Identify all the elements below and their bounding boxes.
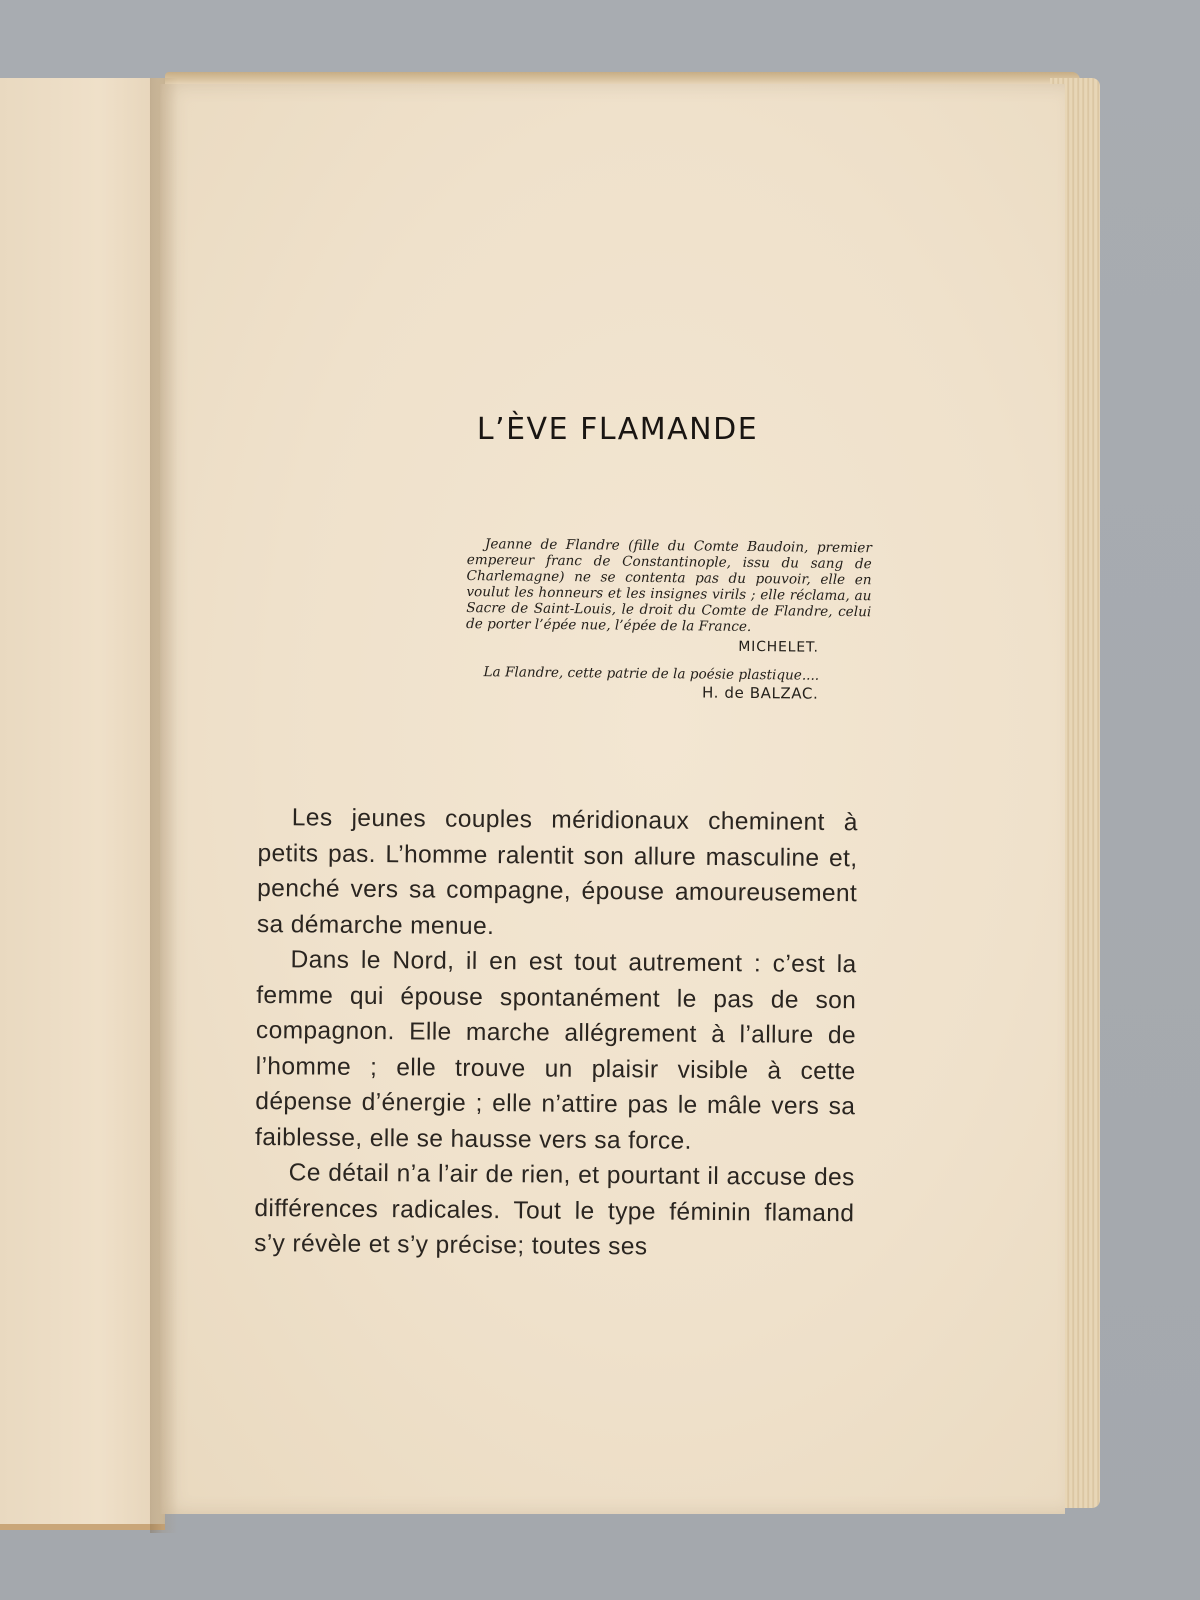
epigraph-author-1: MICHELET. [738, 638, 819, 656]
page-content [160, 84, 1065, 1514]
paragraph-2: Dans le Nord, il en est tout autrement : c’est la femme qui épouse spontanément le pas de son compagnon. Elle marche allégrement à l’allure de l’homme ; elle trouve un plaisir visible à cette dépense d’énergie ; elle n’attire pas le mâle vers sa faiblesse, elle se hausse vers sa force. [254, 946, 857, 1155]
paragraph-3: Ce détail n’a l’air de rien, et pourtant il accuse des différences radicales. Tout le type féminin flamand s’y révèle et s’y précise; toutes ses [254, 1159, 855, 1261]
epigraph-author-2: H. de BALZAC. [701, 683, 819, 703]
chapter-title: L’ÈVE FLAMANDE [476, 412, 759, 447]
epigraph-quote-2: La Flandre, cette patrie de la poésie plastique.... [483, 664, 820, 684]
right-page [160, 84, 1065, 1514]
left-page [0, 78, 165, 1530]
epigraph-block [465, 536, 872, 702]
body-text [254, 800, 858, 1267]
book-gutter [150, 78, 178, 1533]
epigraph-quote-1: Jeanne de Flandre (fille du Comte Baudoin, premier empereur franc de Constantinople, issu du sang de Charlemagne) ne se contenta pas du pouvoir, elle en voulut les honneurs et les insignes virils ; elle réclama, au Sacre de Saint-Louis, le droit du Comte de Flandre, celui de porter l’épée nue, l’épée de la France. [465, 536, 872, 635]
paragraph-1: Les jeunes couples méridionaux cheminent à petits pas. L’homme ralentit son allure masculine et, penché vers sa compagne, épouse amoureusement sa démarche menue. [256, 804, 858, 940]
